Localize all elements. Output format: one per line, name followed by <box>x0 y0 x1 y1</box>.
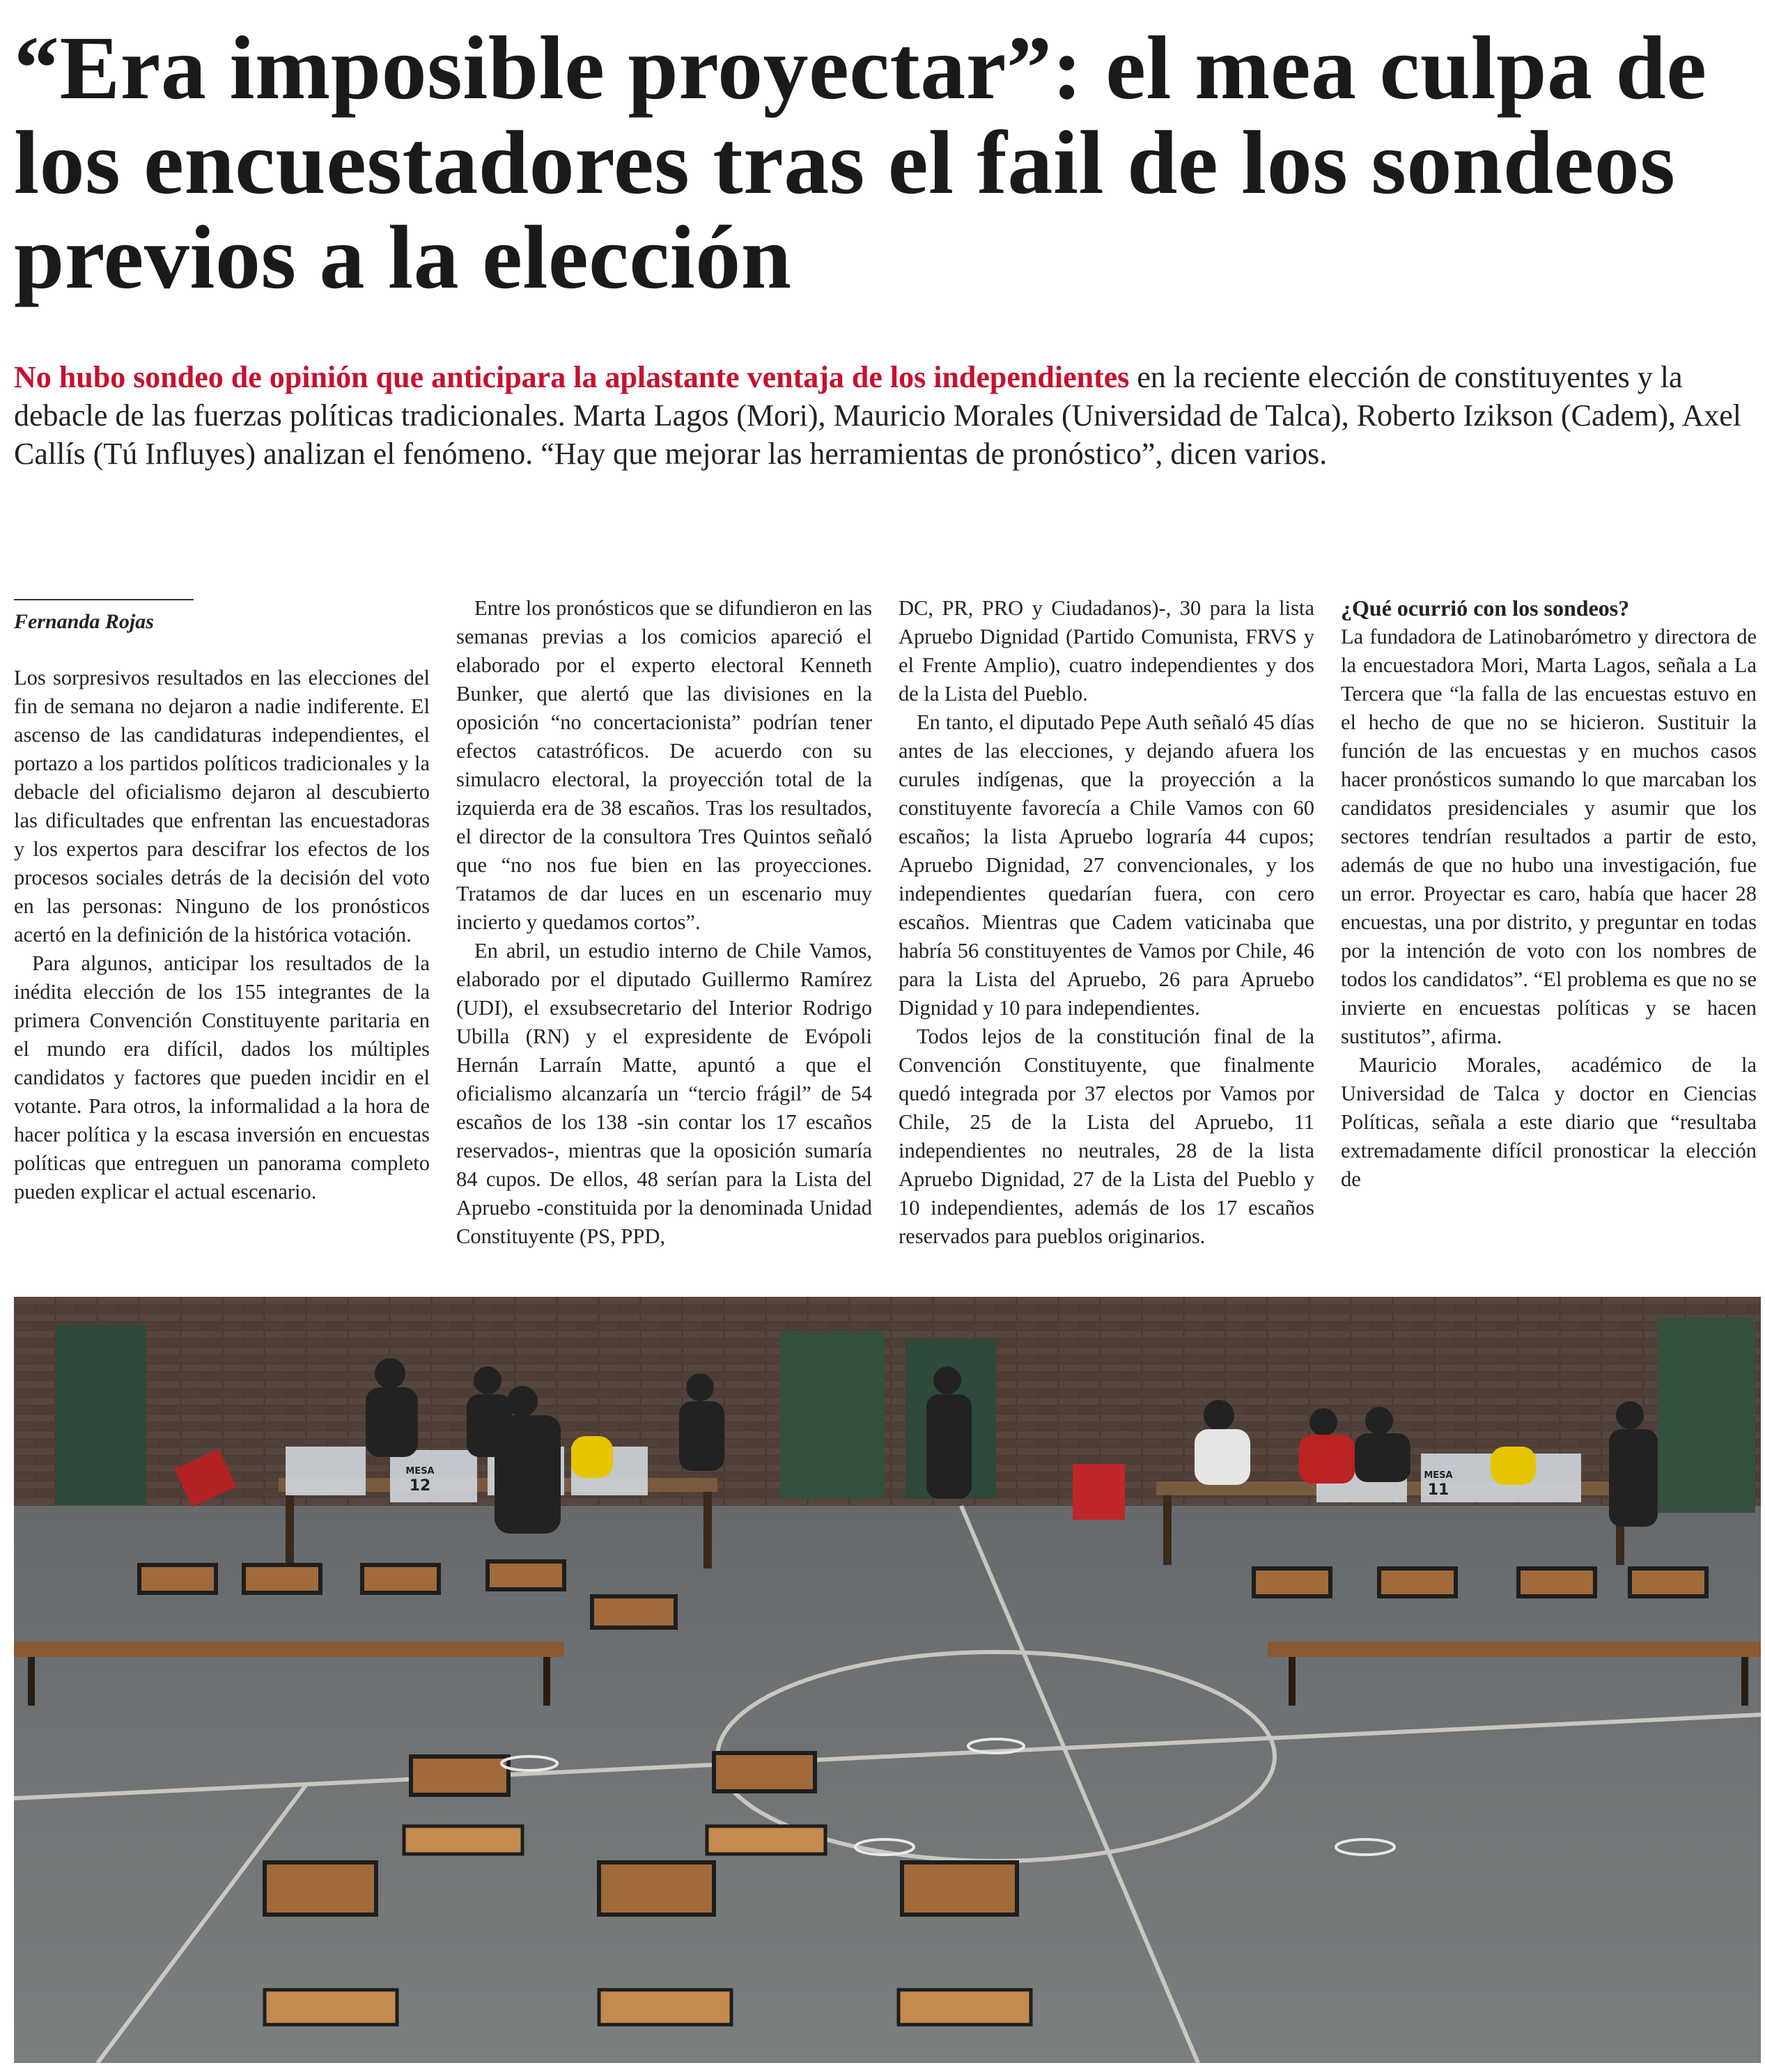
byline-rule <box>14 599 194 600</box>
column-2 <box>456 594 872 1251</box>
paragraph: La fundadora de Latinobarómetro y directora de la encuestadora Mori, Marta Lagos, señala a La Tercera que “la falla de las encuestas estuvo en el hecho de que no se hicieron. Sustituir la función de las encuestas y en muchos casos hacer pronósticos sumando lo que marcaban los candidatos presidenciales y asumir que los sectores tendrían resultados a partir de esto, además de que no hubo una investigación, fue un error. Proyectar es caro, había que hacer 28 encuestas, una por distrito, y preguntar en todas por la intención de voto con los nombres de todos los candidatos”. “El problema es que no se invierte en encuestas políticas y se hacen sustitutos”, afirma. <box>1341 625 1757 1048</box>
subhead: ¿Qué ocurrió con los sondeos? <box>1341 595 1630 621</box>
mesa-number-right: 11 <box>1427 1481 1449 1499</box>
deck-rest: en la reciente elección de constituyentes y la debacle de las fuerzas políticas tradicionales. Marta Lagos (Mori), Mauricio Morales (Universidad de Talca), Roberto Izikson (Cadem), Axel Callís (Tú Influyes) analizan el fenómeno. “Hay que mejorar las herramientas de pronóstico”, dicen varios. <box>14 360 1742 471</box>
paragraph: En abril, un estudio interno de Chile Vamos, elaborado por el diputado Guillermo Ramírez (UDI), el exsubsecretario del Interior Rodrigo Ubilla (RN) y el expresidente de Evópoli Hernán Larraín Matte, apuntó a que el oficialismo alcanzaría un “tercio frágil” de 54 escaños de los 138 -sin contar los 17 escaños reservados-, mientras que la oposición sumaría 84 cupos. De ellos, 48 serían para la Lista del Apruebo -constituida por la denominada Unidad Constituyente (PS, PPD, <box>456 939 872 1248</box>
column-3 <box>899 594 1314 1251</box>
mesa-number-left: 12 <box>409 1477 431 1495</box>
headline: “Era imposible proyectar”: el mea culpa de los encuestadores tras el fail de los sondeos previos a la elección <box>14 18 1707 308</box>
byline: Fernanda Rojas <box>14 610 154 633</box>
paragraph: Los sorpresivos resultados en las elecciones del fin de semana no dejaron a nadie indiferente. El ascenso de las candidaturas independientes, el portazo a los partidos políticos tradicionales y la debacle del oficialismo dejaron al descubierto las dificultades que enfrentan las encuestadoras y los expertos para descifrar los efectos de los procesos sociales detrás de la decisión del voto en las personas: Ninguno de los pronósticos acertó en la definición de la histórica votación. <box>14 666 430 947</box>
paragraph: Entre los pronósticos que se difundieron en las semanas previas a los comicios apareció el elaborado por el experto electoral Kenneth Bunker, que alertó que las divisiones en la oposición “no concertacionista” podrían tener efectos catastróficos. De acuerdo con su simulacro electoral, la proyección total de la izquierda era de 38 escaños. Tras los resultados, el director de la consultora Tres Quintos señaló que “no nos fue bien en las proyecciones. Tratamos de dar luces en un escenario muy incierto y quedamos cortos”. <box>456 596 872 934</box>
mesa-label-right: MESA <box>1424 1470 1453 1481</box>
deck <box>14 358 1748 473</box>
column-4 <box>1341 594 1757 1194</box>
paragraph: DC, PR, PRO y Ciudadanos)-, 30 para la lista Apruebo Dignidad (Partido Comunista, FRVS y el Frente Amplio), cuatro independientes y dos de la Lista del Pueblo. <box>899 596 1314 706</box>
mesa-label-left: MESA <box>405 1466 435 1477</box>
polling-station-photo <box>14 1297 1761 2063</box>
paragraph: En tanto, el diputado Pepe Auth señaló 45 días antes de las elecciones, y dejando afuera los curules indígenas, que la proyección a la constituyente favorecía a Chile Vamos con 60 escaños; la lista Apruebo lograría 44 cupos; Apruebo Dignidad, 27 convencionales, y los independientes quedarían fuera, con cero escaños. Mientras que Cadem vaticinaba que habría 56 constituyentes de Vamos por Chile, 46 para la Lista del Apruebo, 26 para Apruebo Dignidad y 10 para independientes. <box>899 710 1314 1020</box>
column-1 <box>14 591 430 1206</box>
paragraph: Mauricio Morales, académico de la Universidad de Talca y doctor en Ciencias Políticas, señala a este diario que “resultaba extremadamente difícil pronosticar la elección de <box>1341 1053 1757 1191</box>
paragraph: Todos lejos de la constitución final de la Convención Constituyente, que finalmente quedó integrada por 37 electos por Vamos por Chile, 25 de la Lista del Apruebo, 11 independientes no neutrales, 28 de la lista Apruebo Dignidad, 27 de la Lista del Pueblo y 10 independientes, además de los 17 escaños reservados para pueblos originarios. <box>899 1025 1314 1248</box>
deck-lead: No hubo sondeo de opinión que anticipara la aplastante ventaja de los independientes <box>14 360 1130 394</box>
paragraph: Para algunos, anticipar los resultados de la inédita elección de los 155 integrantes de la primera Convención Constituyente paritaria en el mundo era difícil, dados los múltiples candidatos y factores que pueden incidir en el votante. Para otros, la informalidad a la hora de hacer política y la escasa inversión en encuestas políticas que entreguen un panorama completo pueden explicar el actual escenario. <box>14 951 430 1204</box>
